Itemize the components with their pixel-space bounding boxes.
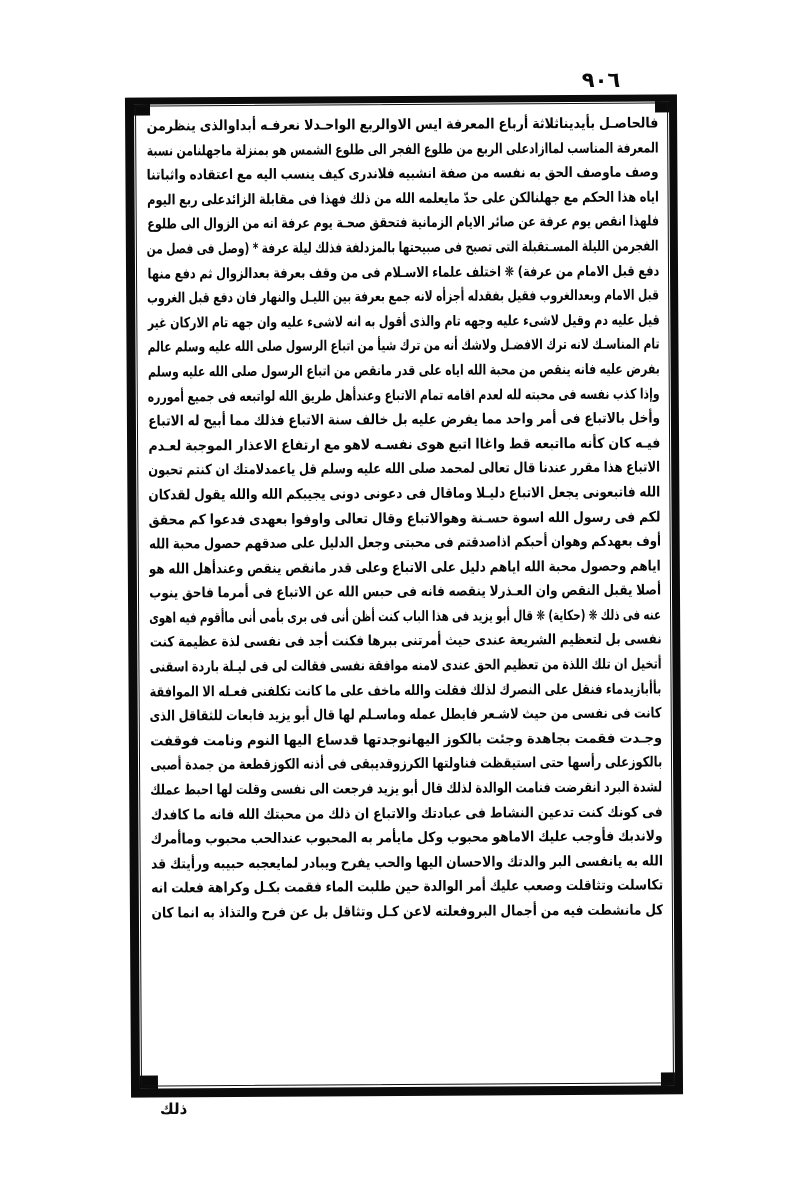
text-line-content: ولاندبك فأوجب عليك الاماهو محبوب وكل مايأمر به المحبوب عندالحب محبوب وماأمرك <box>150 828 663 848</box>
text-line-content: قيل عليه دم وقيل لاشىء عليه وجهه تام والذى أقول به انه لاشىء عليه وان جهه تام الاركان غير <box>147 312 660 332</box>
text-line <box>148 456 660 484</box>
text-line-content: فالحاصـل بأيديناثلاثة أرباع المعرفة ايس الاوالربع الواحـدلا نعرفـه أبداوالذى ينظرمن <box>146 115 659 135</box>
text-line <box>148 382 660 410</box>
text-line <box>148 480 660 508</box>
text-line-content: وجـدت فقمت بجاهدة وجئت بالكوز اليهانوجدتها قدساع اليها النوم ونامت فوقفت <box>149 730 662 750</box>
catchword: ذلك <box>160 1100 188 1118</box>
text-line-content: دفع قبل الامام من عرفة) ❋ اختلف علماء الاسـلام فى من وقف بعرفة بعدالزوال ثم دفع منها <box>147 262 660 283</box>
text-line <box>147 210 659 238</box>
text-line <box>150 825 662 853</box>
text-line <box>146 111 658 139</box>
text-line-content: لكم فى رسول الله اسوة حسـنة وهوالاتباع وقال تعالى واوفوا بعهدى فدعوا كم محقق <box>148 508 661 529</box>
text-line-content: المعرفة المناسب لماازادعلى الربع من طلوع الفجر الى طلوع الشمس هو بمنزلة ماجهلنامن نسبة <box>146 140 659 160</box>
text-line <box>149 652 661 680</box>
text-line <box>149 530 661 558</box>
text-line <box>148 505 660 533</box>
text-line <box>148 357 660 385</box>
text-line <box>146 161 658 189</box>
text-line <box>147 284 659 312</box>
text-line-content: أتخيل ان تلك اللذة من تعظيم الحق عندى لامنه موافقة نفسى فقالت لى فى ليـلة باردة اسقنى <box>149 656 662 676</box>
text-line-content: تكاسلت وتثاقلت وصعب عليك أمر الوالدة حين طلبت الماء فقمت بكـل وكراهة فعلت انه <box>150 877 663 897</box>
text-line-content: لشدة البرد انقرضت فنامت الوالدة لذلك قال أبو يزيد فرجعت الى نفسى وقلت لها احبط عملك <box>150 779 663 799</box>
text-line-content: فيـه كان كأنه مااتبعه قط واغاا اتبع هوى نفسـه لاهو مع ارتفاع الاعذار الموجبة لعـدم <box>148 435 661 455</box>
text-line-content: بفرض عليه فانه ينقص من محبة الله اياه على قدر مانقص من اتباع الرسول صلى الله عليه وسلم <box>147 361 660 381</box>
frame-corner-bottom-right <box>661 1072 675 1085</box>
text-line-content: كانت فى نفسى من حيث لاشـعر فابطل عمله وماسـلم لها قال أبو يزيد فابعات للثقاقل الذى <box>149 705 662 725</box>
text-line-content: قبل الامام وبعدالغروب فقيل بفقدله أجزأه لانه جمع بعرفة بين الليـل والنهار فان دفع قبل الغروب <box>147 287 660 307</box>
text-line <box>150 751 662 779</box>
text-line <box>149 579 661 607</box>
text-line <box>148 431 660 459</box>
text-line-content: اياه هذا الحكم مع جهلنالكن على حدّ مايعلمه الله من ذلك فهذا فى مقابلة الزائدعلى ربع اليوم <box>146 189 659 209</box>
text-line-content: وصف ماوصف الحق به نفسه من صفة انشبيه فلاندرى كيف ينسب اليه مع اعتقاده واثباتنا <box>146 164 659 184</box>
body-text-block <box>146 111 664 1076</box>
text-line <box>150 800 662 828</box>
text-line <box>150 775 662 803</box>
text-line-content: فى كونك كنت تدعين النشاط فى عبادتك والاتباع ان ذلك من محبتك الله فانه ما كافدك <box>150 804 663 824</box>
text-line <box>150 677 662 705</box>
text-line-content: أوف بعهدكم وهوان أحبكم اذاصدقتم فى محبتى وجعل الدليل على صدقهم حصول محبة الله <box>148 533 661 553</box>
text-line-content: وإذا كذب نفسه فى محبته لله لعدم اقامه تمام الاتباع وعندأهل طريق الله لواتبعه فى جميع أمورره <box>147 385 660 406</box>
text-line-content: اياهم وحصول محبة الله اياهم دليل على الاتباع وعلى قدر مانقص ينقص وعندأهل الله هو <box>148 558 661 578</box>
text-line <box>147 185 659 213</box>
text-line-content: تام المناسـك لانه ترك الافضـل ولاشك أنه من ترك شيأ من اتباع الرسول صلى الله عليه وسلم عالم <box>147 336 660 356</box>
text-line <box>147 333 659 361</box>
text-line <box>146 136 658 164</box>
folio-number: ٩٠٦ <box>581 68 621 92</box>
text-line-content: الاتباع هذا مقرر عندنا قال تعالى لمحمد صلى الله عليه وسلم قل ياعمدلامتك ان كنتم تحبون <box>148 459 661 479</box>
frame-corner-bottom-left <box>140 1076 158 1089</box>
text-line <box>149 554 661 582</box>
text-frame-border <box>125 94 683 1097</box>
text-line-content: الفجرمن الليلة المسـتقبلة التى تصبح فى صبيحتها بالمزدلفة فذلك ليلة عرفة * (وصل فى فصل من <box>146 238 659 258</box>
text-line-content: بالكوزعلى رأسها حتى استيقظت فناولتها الكرزوقديبقى فى أذنه الكوزقطعة من جمدة أصبى <box>150 754 663 774</box>
text-line-content: أصلا يقبل النقص وان العـذرلا ينقصه فانه فى حبس الله عن الاتباع فى أمرما فاحق ينوب <box>149 582 662 602</box>
text-line-content: وأخل بالاتباع فى أمر واحد مما يفرض عليه بل خالف سنة الاتباع فذلك مما أبيح له الاتباع <box>148 410 660 430</box>
text-line-content: عنه فى ذلك ❋ (حكاية) ❋ قال أبو يزيد فى هذا الباب كنت أظن أنى فى برى بأمى أنى ماأقوم فيه اهوى <box>149 607 662 627</box>
text-line-content: الله به يانفسى البر والدتك والاحسان اليها والحب يفرح ويبادر لمايعجبه حبيبه ورأيتك قد <box>150 853 663 873</box>
text-line <box>151 849 663 877</box>
text-line-content: فلهذا انقص يوم عرفة عن صائر الايام الزمانية فتحقق صحـة يوم عرفة انه من الزوال الى طلوع <box>146 213 659 233</box>
text-line <box>151 898 663 926</box>
text-line <box>150 726 662 754</box>
text-line-content: بأأبازيدماء فنقل على النصرك لذلك فقلت والله ماخف على ما كانت تكلفنى فعـله الا الموافقة <box>149 681 662 701</box>
text-line-content: نفسى بل لتعظيم الشريعة عندى حيث أمرتنى ببرها فكنت أجد فى نفسى لذة عظيمة كنت <box>149 631 662 652</box>
text-line <box>147 259 659 287</box>
text-line-content: الله فاتبعونى يجعل الاتباع دليـلا وماقال فى دعونى دونى يجيبكم الله والله يقول لقدكان <box>148 484 661 504</box>
text-line <box>149 628 661 656</box>
text-line <box>148 407 660 435</box>
text-line <box>147 234 659 262</box>
text-line <box>150 702 662 730</box>
text-line <box>147 308 659 336</box>
text-frame-wrapper <box>125 94 683 1097</box>
text-line-content: كل مانشطت فيه من أجمال البروفعلته لاعن كـل وتثاقل بل عن فرح والتذاذ به انما كان <box>151 902 663 922</box>
text-line <box>151 874 663 902</box>
text-line <box>149 603 661 631</box>
